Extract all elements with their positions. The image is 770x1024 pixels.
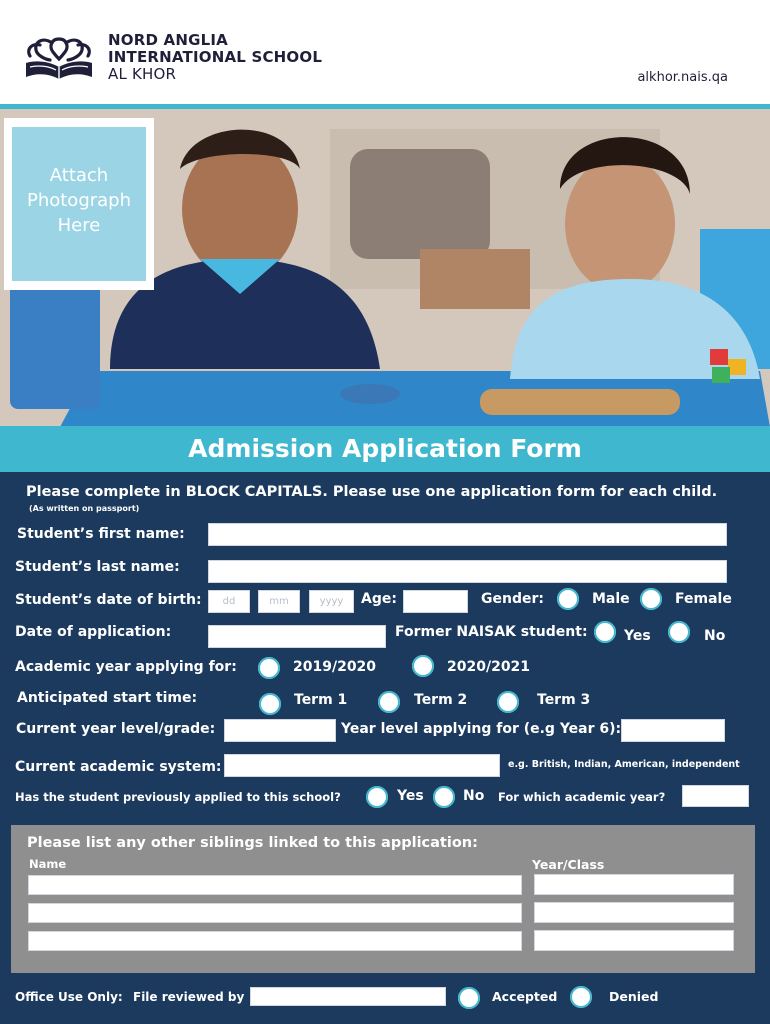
first-name-input[interactable] [208, 523, 727, 546]
previously-applied-yes-label: Yes [397, 788, 424, 804]
previously-applied-no-label: No [463, 788, 485, 804]
former-student-yes-radio[interactable] [594, 621, 616, 643]
school-name-line1: NORD ANGLIA [108, 31, 228, 49]
dob-month-input[interactable]: mm [258, 590, 300, 613]
school-crest-icon [22, 33, 96, 83]
term2-label: Term 2 [414, 692, 468, 708]
previously-applied-yes-radio[interactable] [366, 786, 388, 808]
photo-attach-line2: Photograph [26, 190, 132, 211]
last-name-input[interactable] [208, 560, 727, 583]
former-student-label: Former NAISAK student: [395, 624, 588, 640]
form-title: Admission Application Form [188, 434, 582, 463]
dob-label: Student’s date of birth: [15, 592, 202, 608]
gender-female-label: Female [675, 591, 732, 607]
former-student-no-radio[interactable] [668, 621, 690, 643]
accepted-radio[interactable] [458, 987, 480, 1009]
sibling-name-input-1[interactable] [28, 875, 522, 895]
instructions: Please complete in BLOCK CAPITALS. Please use one application form for each child. [26, 484, 718, 500]
term1-radio[interactable] [259, 693, 281, 715]
application-date-label: Date of application: [15, 624, 172, 640]
year-applying-input[interactable] [621, 719, 725, 742]
current-grade-input[interactable] [224, 719, 336, 742]
gender-label: Gender: [481, 591, 544, 607]
school-url[interactable]: alkhor.nais.qa [637, 70, 728, 85]
file-reviewed-input[interactable] [250, 987, 446, 1006]
academic-system-input[interactable] [224, 754, 500, 777]
last-name-label: Student’s last name: [15, 559, 180, 575]
instructions-note: (As written on passport) [29, 504, 140, 513]
academic-system-hint: e.g. British, Indian, American, independent [508, 759, 740, 770]
which-year-label: For which academic year? [498, 790, 666, 804]
academic-system-label: Current academic system: [15, 759, 222, 775]
sibling-name-input-2[interactable] [28, 903, 522, 923]
school-name [108, 32, 322, 83]
year-2020-label: 2020/2021 [447, 659, 531, 675]
age-label: Age: [361, 591, 397, 607]
which-year-input[interactable] [682, 785, 749, 807]
gender-male-radio[interactable] [557, 588, 579, 610]
year-2020-radio[interactable] [412, 655, 434, 677]
dob-year-input[interactable]: yyyy [309, 590, 354, 613]
sibling-name-input-3[interactable] [28, 931, 522, 951]
term1-label: Term 1 [294, 692, 348, 708]
sibling-year-input-1[interactable] [534, 874, 734, 895]
year-applying-label: Year level applying for (e.g Year 6): [341, 721, 622, 737]
sibling-year-input-3[interactable] [534, 930, 734, 951]
siblings-year-header: Year/Class [532, 857, 605, 872]
term3-label: Term 3 [537, 692, 591, 708]
first-name-label: Student’s first name: [17, 526, 185, 542]
siblings-heading: Please list any other siblings linked to this application: [27, 835, 478, 851]
file-reviewed-label: File reviewed by [133, 990, 245, 1004]
office-use-label: Office Use Only: [15, 990, 123, 1004]
application-date-input[interactable] [208, 625, 386, 648]
current-grade-label: Current year level/grade: [16, 721, 216, 737]
accepted-label: Accepted [492, 989, 558, 1004]
siblings-name-header: Name [29, 857, 67, 871]
denied-radio[interactable] [570, 986, 592, 1008]
term2-radio[interactable] [378, 691, 400, 713]
year-2019-label: 2019/2020 [293, 659, 377, 675]
dob-day-input[interactable]: dd [208, 590, 250, 613]
previously-applied-label: Has the student previously applied to this school? [15, 790, 341, 804]
school-name-line2: INTERNATIONAL SCHOOL [108, 48, 323, 66]
former-student-no-label: No [704, 628, 726, 644]
age-input[interactable] [403, 590, 468, 613]
year-2019-radio[interactable] [258, 657, 280, 679]
photo-attach-line3: Here [57, 215, 101, 236]
school-name-line3: AL KHOR [108, 65, 177, 83]
sibling-year-input-2[interactable] [534, 902, 734, 923]
start-time-label: Anticipated start time: [17, 690, 198, 706]
photo-attach-line1: Attach [49, 165, 109, 186]
academic-year-label: Academic year applying for: [15, 659, 237, 675]
photo-attach-box[interactable] [12, 127, 146, 281]
previously-applied-no-radio[interactable] [433, 786, 455, 808]
denied-label: Denied [609, 989, 659, 1004]
gender-male-label: Male [592, 591, 630, 607]
term3-radio[interactable] [497, 691, 519, 713]
former-student-yes-label: Yes [624, 628, 651, 644]
gender-female-radio[interactable] [640, 588, 662, 610]
